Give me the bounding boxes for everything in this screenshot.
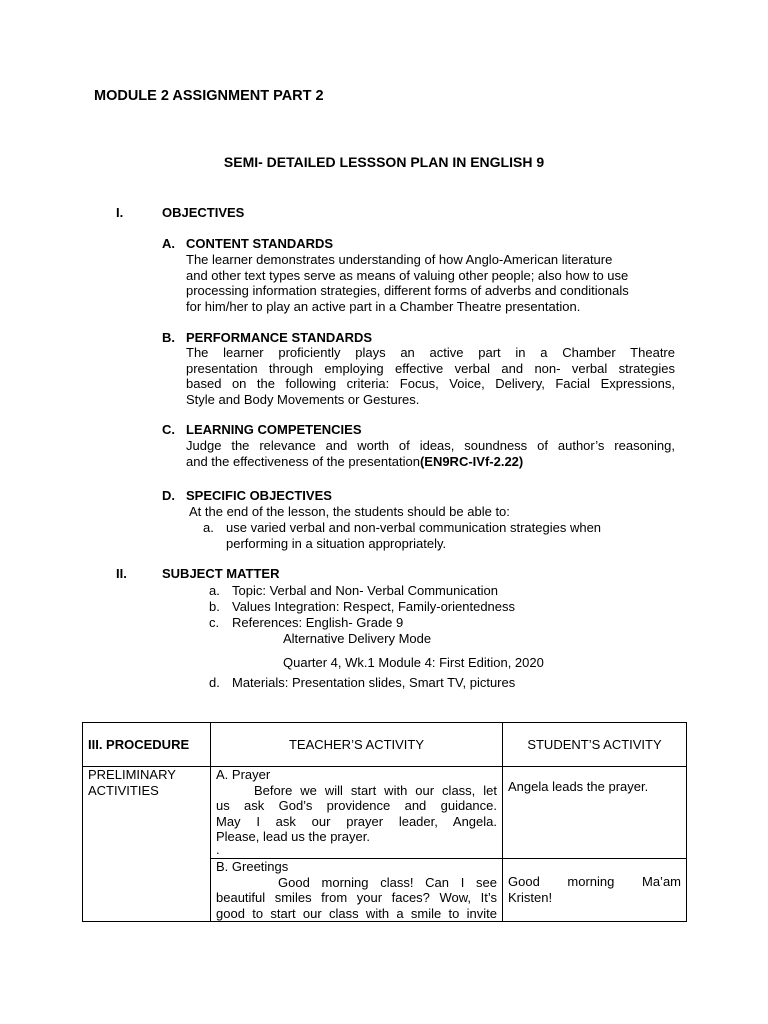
learning-competencies-line2 (186, 454, 675, 470)
specific-objective-line: performing in a situation appropriately. (226, 536, 447, 551)
competency-code: (EN9RC-IVf-2.22) (419, 453, 524, 469)
reference-line: Quarter 4, Wk.1 Module 4: First Edition, 2020 (283, 655, 544, 670)
prayer-line: us ask God’s providence and guidance. (216, 798, 497, 813)
prayer-line: Before we will start with our class, let (254, 782, 497, 798)
performance-standards-line: Style and Body Movements or Gestures. (186, 391, 420, 407)
content-standards-line: processing information strategies, different forms of adverbs and conditionals (186, 283, 629, 298)
performance-standards-heading: PERFORMANCE STANDARDS (186, 330, 373, 345)
greetings-line: Good morning class! Can I see (278, 874, 497, 890)
prayer-line: Please, lead us the prayer. (216, 829, 370, 844)
prayer-line: . (216, 841, 220, 857)
performance-standards-text (186, 345, 675, 407)
subject-matter-heading: SUBJECT MATTER (162, 566, 280, 581)
content-standards-heading: CONTENT STANDARDS (186, 236, 334, 251)
content-standards-line: and other text types serve as means of valuing other people; also how to use (186, 267, 629, 283)
greetings-line: good to start our class with a smile to invite (216, 905, 497, 921)
learning-competencies-line2-text: and the effectiveness of the presentation (186, 453, 420, 469)
subject-matter-numeral: II. (116, 566, 127, 581)
performance-standards-letter: B. (162, 330, 175, 345)
greetings-line: beautiful smiles from your faces? Wow, It’s (216, 890, 497, 905)
subject-item-letter: c. (209, 615, 220, 630)
student-activity-header: STUDENT’S ACTIVITY (503, 723, 687, 767)
content-standards-line: The learner demonstrates understanding of how Anglo-American literature (186, 252, 613, 267)
performance-standards-line: The learner proficiently plays an active part in a Chamber Theatre (186, 345, 675, 360)
table-header-row (83, 723, 687, 767)
objectives-numeral: I. (116, 205, 124, 220)
content-standards-line: for him/her to play an active part in a Chamber Theatre presentation. (186, 298, 581, 314)
learning-competencies-letter: C. (162, 422, 175, 437)
subject-item-letter: a. (209, 583, 220, 598)
reference-line: Alternative Delivery Mode (283, 631, 432, 646)
preliminary-label-line: ACTIVITIES (88, 782, 159, 798)
greetings-student-line: Good morning Ma’am (508, 874, 681, 889)
preliminary-activities-cell (83, 767, 211, 922)
learning-competencies-heading: LEARNING COMPETENCIES (186, 422, 362, 437)
objectives-heading: OBJECTIVES (162, 205, 245, 220)
materials-text: Materials: Presentation slides, Smart TV, pictures (232, 675, 516, 690)
subject-item-text: References: English- Grade 9 (232, 615, 404, 630)
preliminary-label-line: PRELIMINARY (88, 767, 176, 782)
greetings-student-cell (503, 859, 687, 922)
greetings-student-line: Kristen! (508, 889, 553, 905)
module-title: MODULE 2 ASSIGNMENT PART 2 (94, 88, 324, 104)
learning-competencies-line: Judge the relevance and worth of ideas, soundness of author’s reasoning, (186, 438, 675, 453)
procedure-table (82, 722, 687, 922)
subject-item-letter: b. (209, 599, 220, 614)
materials-letter: d. (209, 675, 220, 690)
specific-objective-line: use varied verbal and non-verbal communication strategies when (226, 520, 602, 535)
subject-item-text: Topic: Verbal and Non- Verbal Communication (232, 583, 498, 598)
prayer-teacher-cell (211, 767, 503, 859)
content-standards-text (186, 252, 675, 314)
learning-competencies-text (186, 438, 675, 469)
plan-title: SEMI- DETAILED LESSSON PLAN IN ENGLISH 9 (223, 154, 545, 170)
specific-objective-letter: a. (203, 520, 214, 535)
content-standards-letter: A. (162, 236, 175, 251)
greetings-teacher-cell (211, 859, 503, 922)
subject-item-text: Values Integration: Respect, Family-orientedness (232, 599, 516, 614)
specific-objectives-letter: D. (162, 488, 175, 503)
greetings-title: B. Greetings (216, 859, 289, 874)
performance-standards-line: based on the following criteria: Focus, Voice, Delivery, Facial Expressions, (186, 376, 675, 391)
prayer-student-cell: Angela leads the prayer. (503, 767, 687, 859)
procedure-header: III. PROCEDURE (83, 723, 211, 767)
specific-objectives-intro: At the end of the lesson, the students should be able to: (189, 504, 510, 519)
performance-standards-line: presentation through employing effective verbal and non- verbal strategies (186, 360, 675, 376)
teacher-activity-header: TEACHER’S ACTIVITY (211, 723, 503, 767)
prayer-title: A. Prayer (216, 767, 271, 782)
prayer-line: May I ask our prayer leader, Angela. (216, 813, 497, 829)
table-row (83, 767, 687, 859)
specific-objectives-heading: SPECIFIC OBJECTIVES (186, 488, 332, 503)
